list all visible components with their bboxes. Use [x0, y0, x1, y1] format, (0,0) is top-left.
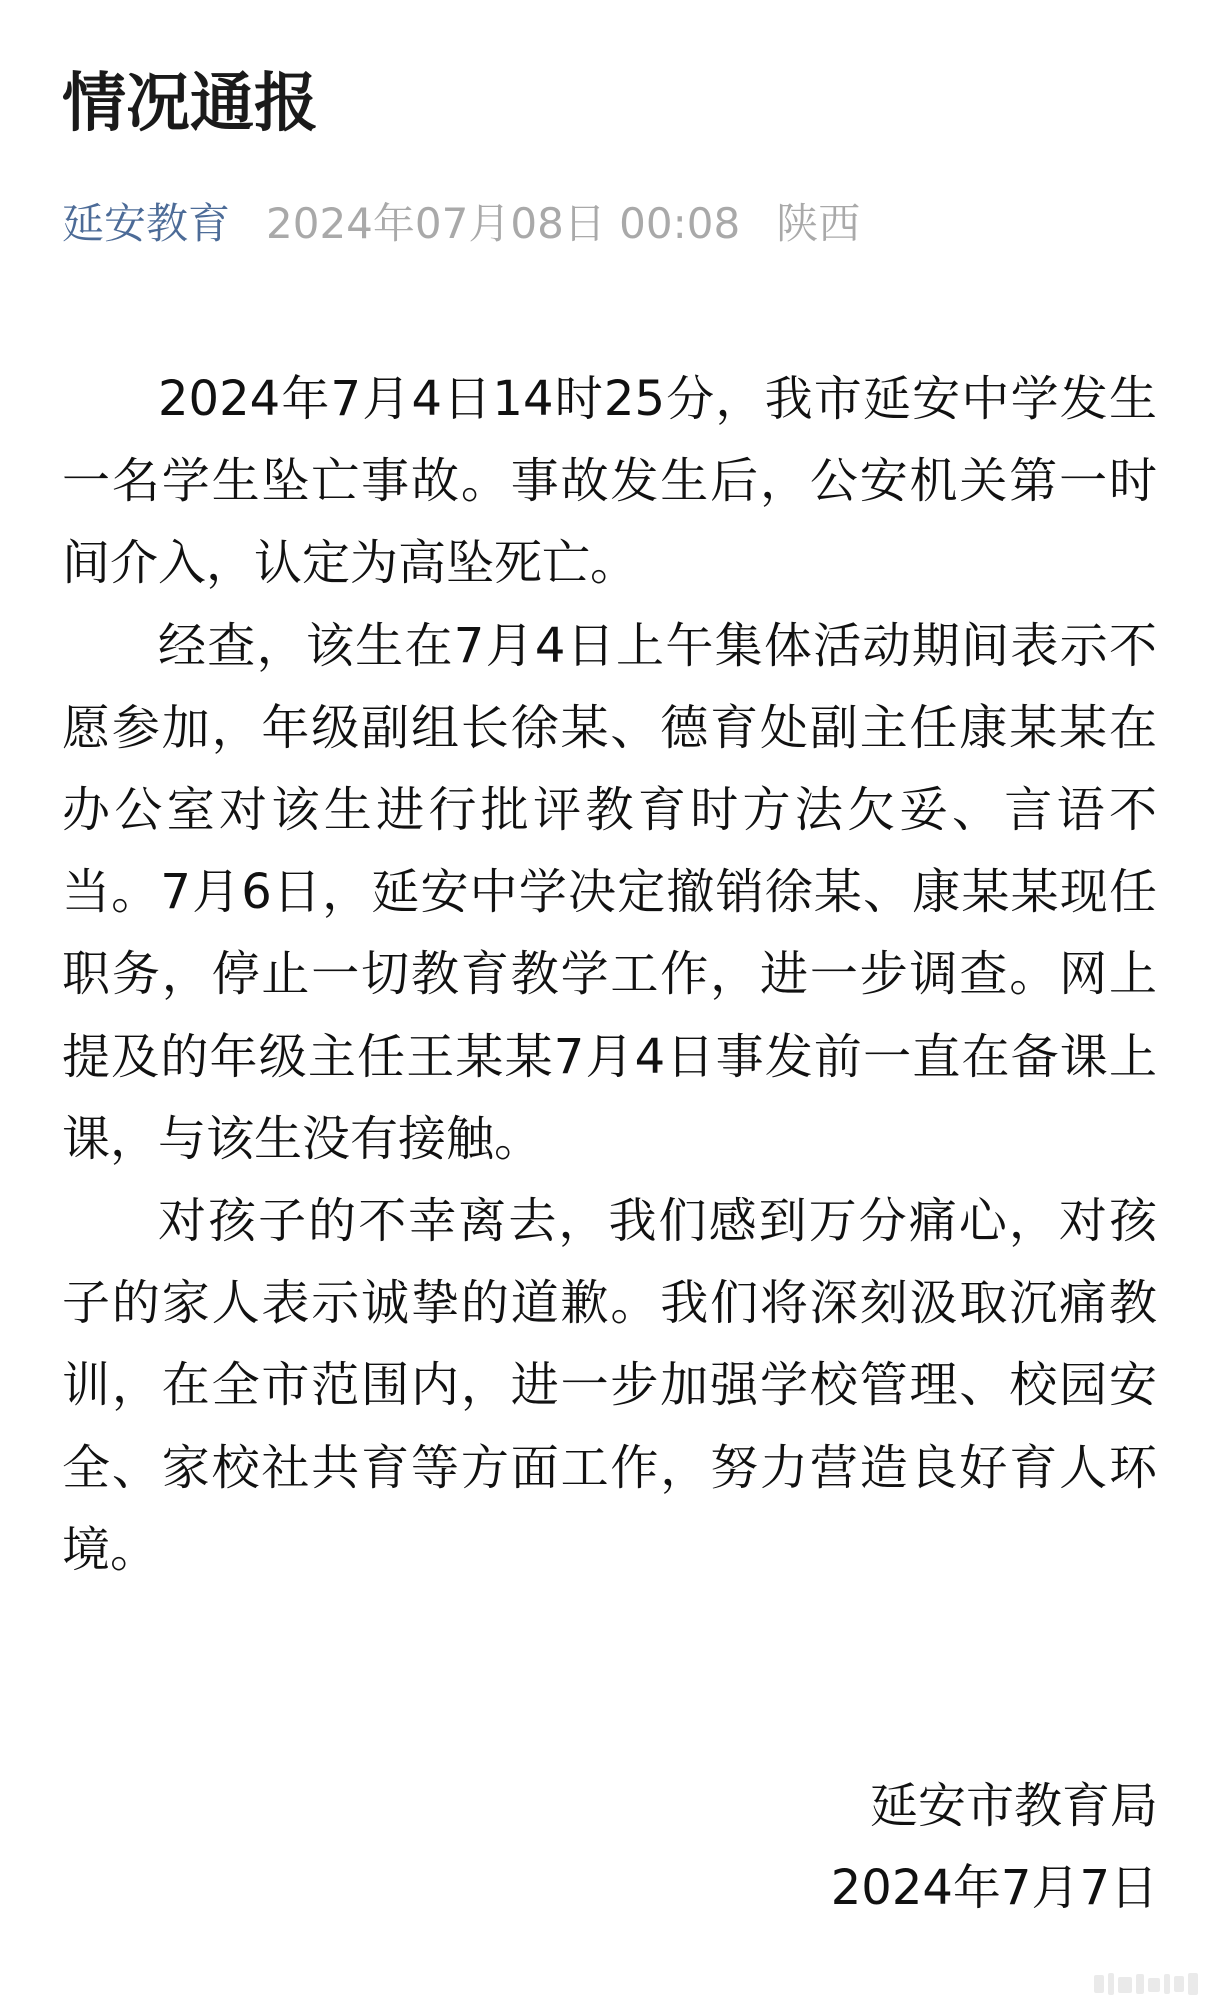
- author-link[interactable]: 延安教育: [62, 199, 231, 248]
- signature-date: 2024年7月7日: [830, 1860, 1158, 1916]
- paragraph-2: 经查，该生在7月4日上午集体活动期间表示不愿参加，年级副组长徐某、德育处副主任康某某在办公室对该生进行批评教育时方法欠妥、言语不当。7月6日，延安中学决定撤销徐某、康某某现任职务，停止一切教育教学工作，进一步调查。网上提及的年级主任王某某7月4日事发前一直在备课上课，与该生没有接触。: [62, 617, 1157, 1167]
- weibo-watermark-icon: [1092, 1969, 1202, 1999]
- publish-location: 陕西: [776, 199, 861, 248]
- signature-organization: 延安市教育局: [869, 1778, 1158, 1834]
- paragraph-1: 2024年7月4日14时25分，我市延安中学发生一名学生坠亡事故。事故发生后，公安机关第一时间介入，认定为高坠死亡。: [62, 371, 1157, 592]
- article-body: [62, 358, 1157, 1591]
- article-meta: [62, 194, 860, 254]
- article-title: 情况通报: [62, 67, 318, 141]
- publish-time: 2024年07月08日 00:08: [266, 199, 741, 248]
- paragraph-3: 对孩子的不幸离去，我们感到万分痛心，对孩子的家人表示诚挚的道歉。我们将深刻汲取沉痛教训，在全市范围内，进一步加强学校管理、校园安全、家校社共育等方面工作，努力营造良好育人环境。: [62, 1193, 1157, 1578]
